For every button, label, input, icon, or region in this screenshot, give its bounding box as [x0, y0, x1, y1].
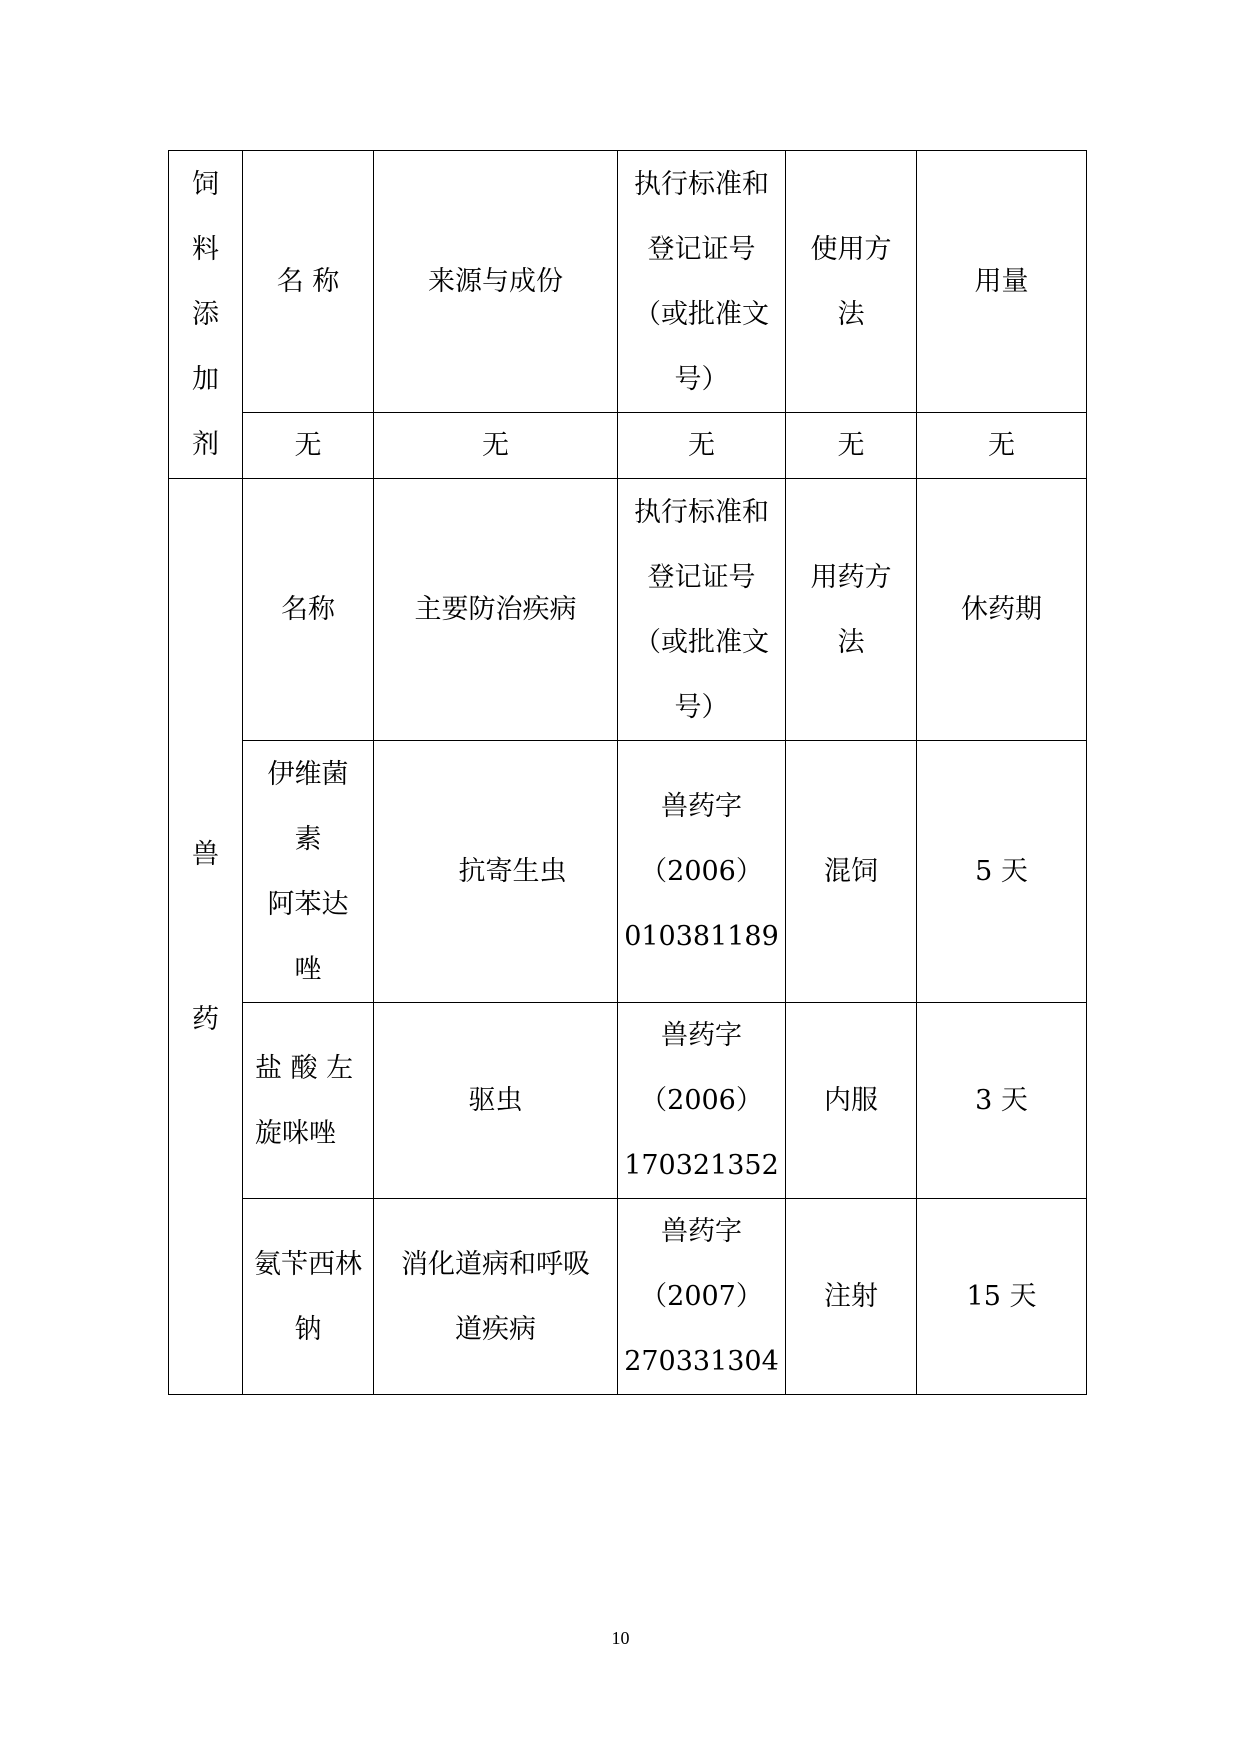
feed-row-source: 无: [374, 413, 618, 479]
feed-row-name: 无: [243, 413, 374, 479]
vet-row-name: 氨苄西林 钠: [243, 1199, 374, 1395]
feed-header-row: [169, 151, 1087, 413]
vet-row-method: 混饲: [786, 741, 917, 1003]
feed-header-standard: 执行标准和 登记证号 （或批准文 号）: [618, 151, 786, 413]
vet-row-standard: 兽药字 （2007） 270331304: [618, 1199, 786, 1395]
vet-row-withdrawal: 5 天: [917, 741, 1087, 1003]
vet-header-name: 名称: [243, 479, 374, 741]
feed-header-method: 使用方 法: [786, 151, 917, 413]
vet-row-disease: 驱虫: [374, 1003, 618, 1199]
vet-header-disease: 主要防治疾病: [374, 479, 618, 741]
vet-row-standard: 兽药字 （2006） 170321352: [618, 1003, 786, 1199]
feed-row-method: 无: [786, 413, 917, 479]
vet-header-standard: 执行标准和 登记证号 （或批准文 号）: [618, 479, 786, 741]
feed-row-dosage: 无: [917, 413, 1087, 479]
vet-row-disease: 消化道病和呼吸 道疾病: [374, 1199, 618, 1395]
page-number: 10: [611, 1628, 630, 1648]
vet-row-method: 内服: [786, 1003, 917, 1199]
additives-drugs-table: [168, 150, 1087, 1395]
table-row: [169, 1003, 1087, 1199]
feed-header-dosage: 用量: [917, 151, 1087, 413]
vet-row-disease: 抗寄生虫: [374, 741, 618, 1003]
feed-header-name: 名 称: [243, 151, 374, 413]
vet-header-row: [169, 479, 1087, 741]
feed-row-standard: 无: [618, 413, 786, 479]
vet-row-name: 盐 酸 左 旋咪唑: [243, 1003, 374, 1199]
table-row: [169, 1199, 1087, 1395]
vet-row-withdrawal: 3 天: [917, 1003, 1087, 1199]
vet-section-label: 兽 药: [169, 479, 243, 1395]
vet-row-name: 伊维菌 素 阿苯达 唑: [243, 741, 374, 1003]
feed-header-source: 来源与成份: [374, 151, 618, 413]
vet-header-withdrawal: 休药期: [917, 479, 1087, 741]
table-row: [169, 741, 1087, 1003]
vet-row-withdrawal: 15 天: [917, 1199, 1087, 1395]
vet-row-method: 注射: [786, 1199, 917, 1395]
vet-header-method: 用药方 法: [786, 479, 917, 741]
feed-section-label: 饲 料 添 加 剂: [169, 151, 243, 479]
feed-data-row: [169, 413, 1087, 479]
vet-row-standard: 兽药字 （2006） 010381189: [618, 741, 786, 1003]
